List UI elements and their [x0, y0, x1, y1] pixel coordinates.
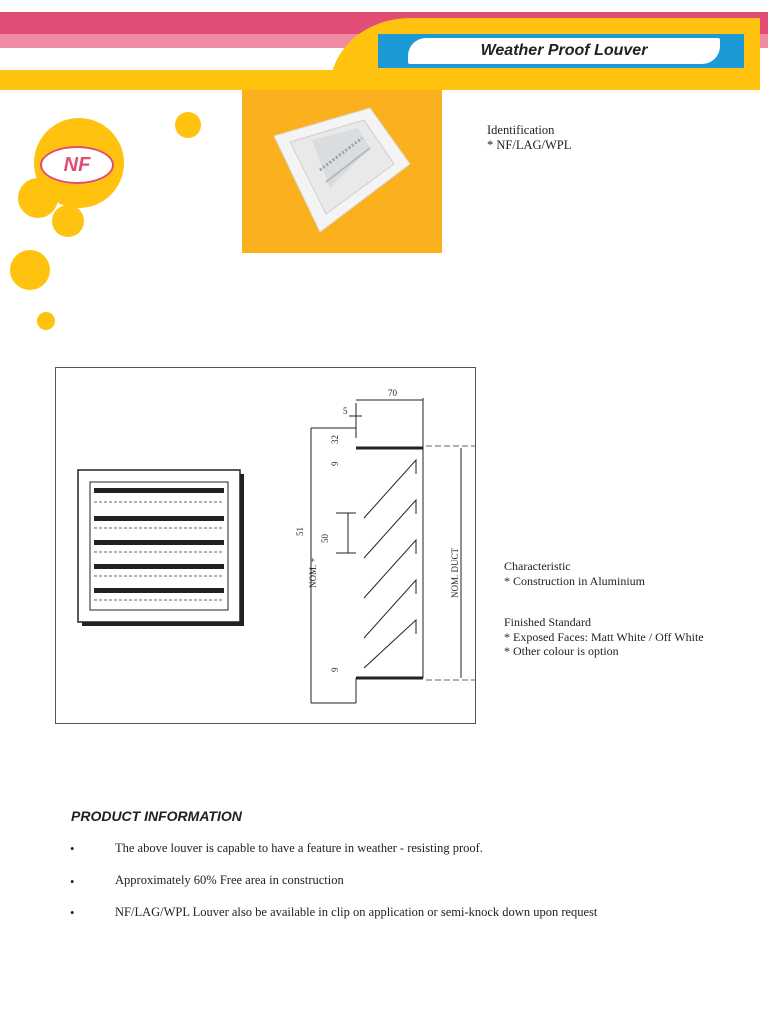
louver-drawing-icon: [56, 368, 475, 723]
finished-item: * Exposed Faces: Matt White / Off White: [504, 629, 704, 644]
dim-nom-plus: NOM. +: [308, 557, 318, 588]
dim-pitch: 50: [320, 534, 330, 543]
page-title: Weather Proof Louver: [408, 38, 720, 64]
dim-top-width: 70: [388, 388, 397, 398]
dim-flange: 9: [330, 461, 340, 466]
identification-code: * NF/LAG/WPL: [487, 138, 572, 152]
louver-photo-icon: [242, 90, 442, 253]
product-info-item: Approximately 60% Free area in construction: [115, 873, 344, 887]
logo-badge: [40, 146, 114, 184]
identification: [487, 123, 571, 153]
dim-bottom-flange: 9: [330, 667, 340, 672]
characteristic-label: Characteristic: [504, 559, 571, 573]
dim-lip: 5: [343, 406, 348, 416]
bullet-icon: •: [70, 842, 75, 856]
characteristic-item: * Construction in Aluminium: [504, 573, 646, 588]
decor-dot: [175, 112, 201, 138]
bullet-icon: •: [70, 906, 75, 920]
logo-text: NF: [63, 153, 91, 176]
technical-drawing: [55, 367, 476, 724]
finished-label: Finished Standard: [504, 615, 591, 629]
product-photo: [242, 90, 442, 253]
dim-top-height: 32: [330, 435, 340, 444]
finished-standard: [504, 615, 704, 659]
bullet-icon: •: [70, 875, 75, 889]
characteristic: [504, 559, 645, 588]
product-info-item: NF/LAG/WPL Louver also be available in clip on application or semi-knock down upon request: [115, 905, 598, 919]
finished-item: * Other colour is option: [504, 644, 619, 658]
title-banner: [378, 34, 744, 68]
dim-nom-plus-value: 51: [295, 527, 305, 536]
dim-nom-duct: NOM. DUCT: [450, 547, 460, 598]
logo: [34, 118, 124, 208]
decor-dot: [10, 250, 50, 290]
identification-label: Identification: [487, 123, 555, 137]
decor-dot: [37, 312, 55, 330]
product-info-heading: PRODUCT INFORMATION: [71, 808, 242, 824]
product-info-item: The above louver is capable to have a feature in weather - resisting proof.: [115, 841, 483, 855]
decor-dot: [52, 205, 84, 237]
